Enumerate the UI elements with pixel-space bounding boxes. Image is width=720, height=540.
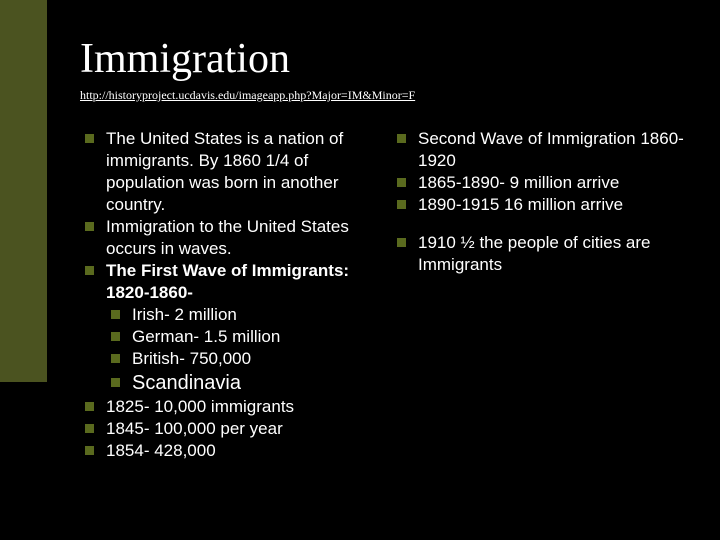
list-item: [80, 396, 380, 418]
bullet-text: 1845- 100,000 per year: [106, 419, 283, 438]
square-bullet-icon: [85, 222, 94, 231]
list-item: [80, 260, 358, 304]
bullet-text: 1825- 10,000 immigrants: [106, 397, 295, 416]
list-item: [392, 194, 692, 216]
bullet-text: Irish- 2 million: [132, 305, 237, 324]
list-item: [392, 128, 692, 172]
bullet-text: 1865-1890- 9 million arrive: [418, 173, 620, 192]
square-bullet-icon: [85, 446, 94, 455]
bullet-text: Second Wave of Immigration 1860-1920: [418, 129, 684, 170]
sidebar-accent-bar: [0, 0, 47, 382]
source-link[interactable]: http://historyproject.ucdavis.edu/imageapp.php?Major=IM&Minor=F: [80, 88, 416, 102]
list-item: [80, 348, 358, 370]
list-item: [80, 370, 358, 396]
list-item: [80, 440, 380, 462]
square-bullet-icon: [111, 378, 120, 387]
bullet-text: The First Wave of Immigrants: 1820-1860-: [106, 261, 350, 302]
square-bullet-icon: [111, 354, 120, 363]
square-bullet-icon: [111, 310, 120, 319]
list-item: [392, 172, 692, 194]
bullet-text: German- 1.5 million: [132, 327, 281, 346]
square-bullet-icon: [85, 402, 94, 411]
list-item: [80, 418, 380, 440]
square-bullet-icon: [397, 134, 406, 143]
list-item: [80, 128, 358, 216]
square-bullet-icon: [85, 134, 94, 143]
bullet-text: The United States is a nation of immigrants. By 1860 1/4 of population was born in another country.: [106, 129, 344, 214]
list-item: [80, 326, 358, 348]
list-item: [80, 216, 358, 260]
bullet-text: Immigration to the United States occurs in waves.: [106, 217, 349, 258]
bullet-text: 1910 ½ the people of cities are Immigrants: [418, 233, 651, 274]
bullet-text: British- 750,000: [132, 349, 252, 368]
bullet-text: 1854- 428,000: [106, 441, 216, 460]
list-item: [80, 304, 358, 326]
slide-title: Immigration: [80, 36, 290, 82]
square-bullet-icon: [85, 266, 94, 275]
bullet-text: 1890-1915 16 million arrive: [418, 195, 624, 214]
square-bullet-icon: [111, 332, 120, 341]
right-bullet-list: [392, 128, 692, 276]
list-item: [392, 232, 692, 276]
square-bullet-icon: [85, 424, 94, 433]
square-bullet-icon: [397, 200, 406, 209]
square-bullet-icon: [397, 238, 406, 247]
bullet-text: Scandinavia: [132, 372, 241, 394]
bottom-bullet-list: [80, 396, 380, 462]
left-bullet-list: [80, 128, 358, 396]
square-bullet-icon: [397, 178, 406, 187]
